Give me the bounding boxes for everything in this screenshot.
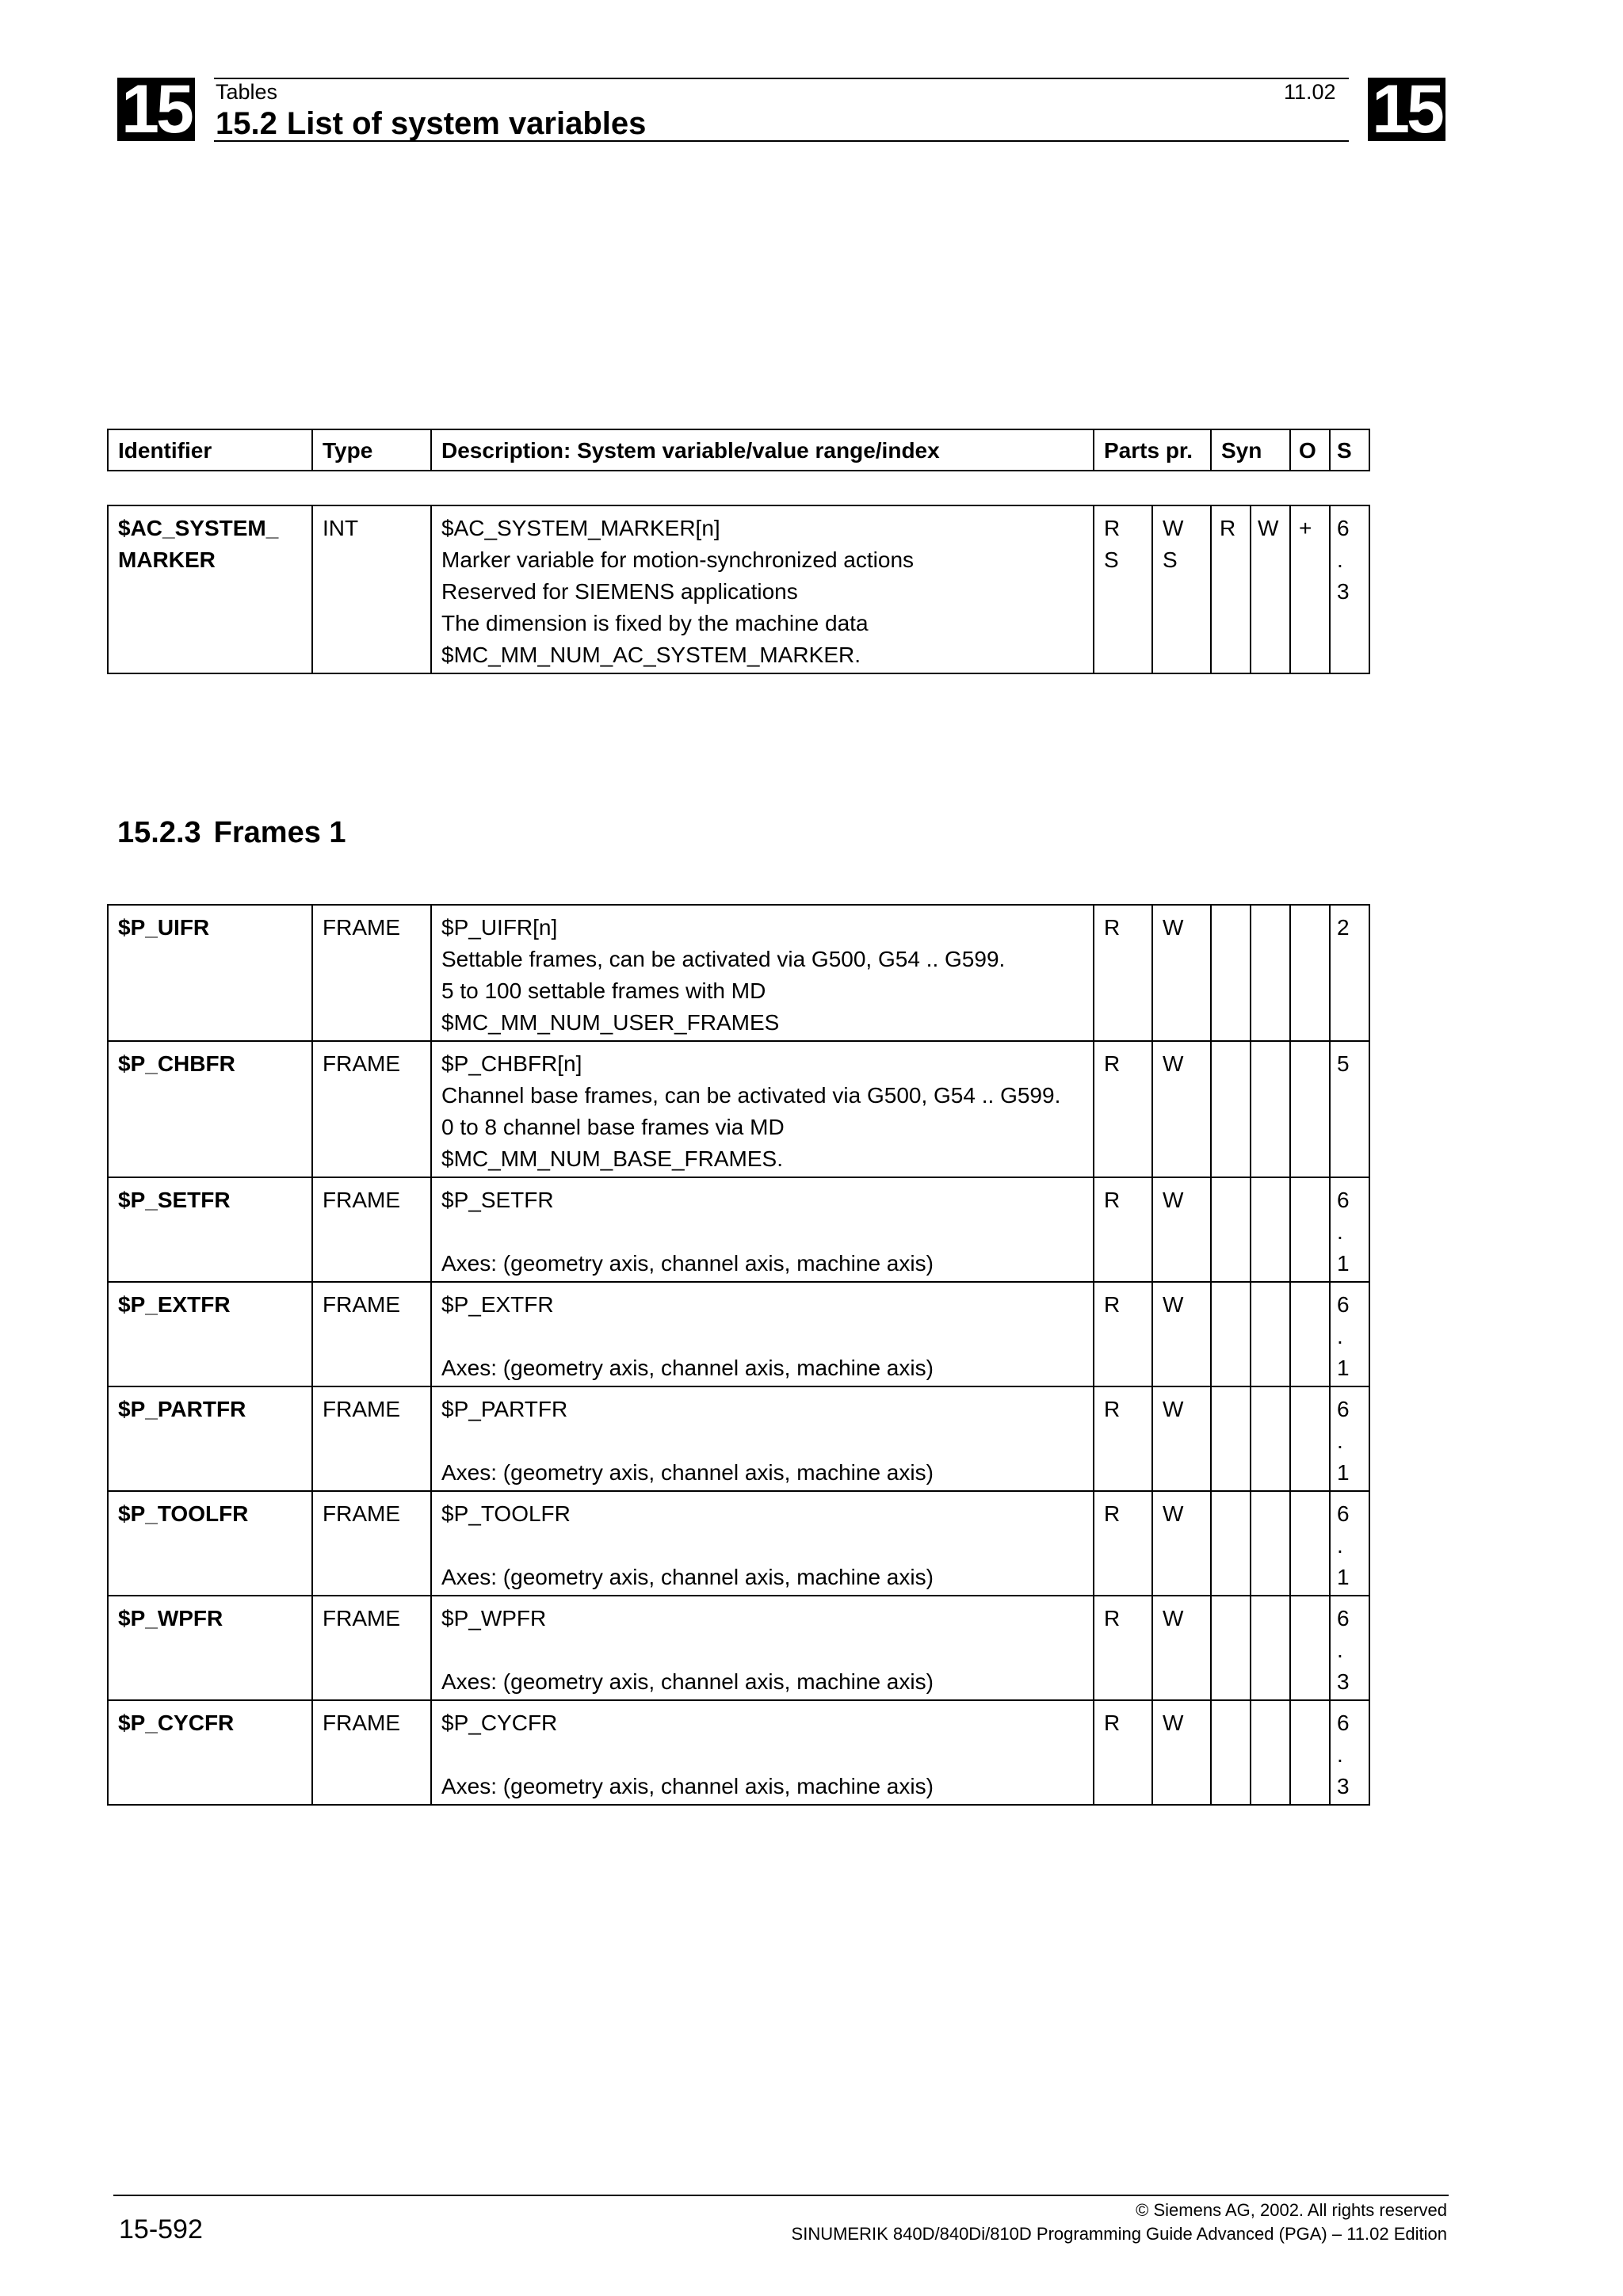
identifier-cell: $P_CHBFR (108, 1041, 312, 1177)
s-cell (1330, 1177, 1369, 1282)
identifier-cell: $P_EXTFR (108, 1282, 312, 1386)
description-line (441, 1530, 1093, 1562)
syn-write-cell (1251, 1282, 1290, 1386)
syn-write-cell (1251, 1177, 1290, 1282)
type-cell: FRAME (312, 1596, 431, 1700)
table-row (108, 505, 1369, 673)
identifier-cell: $P_SETFR (108, 1177, 312, 1282)
parts-read-cell: R (1094, 1491, 1152, 1596)
description-line: $P_SETFR (441, 1188, 554, 1212)
page-title (216, 105, 646, 142)
section-title: List of system variables (286, 106, 647, 141)
description-line (441, 1216, 1093, 1248)
o-cell (1290, 1177, 1330, 1282)
description-line (441, 1321, 1093, 1352)
description-cell (431, 1596, 1094, 1700)
description-cell (431, 1386, 1094, 1491)
parts-write-cell: W (1152, 1386, 1211, 1491)
s-cell (1330, 905, 1369, 1041)
s-value: 6 (1337, 1606, 1350, 1630)
parts-read-cell: R (1094, 1041, 1152, 1177)
description-line: $MC_MM_NUM_BASE_FRAMES. (441, 1146, 783, 1171)
s-cell (1330, 1491, 1369, 1596)
chapter-number-left: 15 (117, 78, 195, 141)
o-cell (1290, 1491, 1330, 1596)
subsection-title: Frames 1 (213, 816, 346, 849)
syn-read-cell (1211, 1041, 1251, 1177)
description-line: Channel base frames, can be activated via G500, G54 .. G599. (441, 1083, 1061, 1108)
description-line: $P_UIFR[n] (441, 915, 558, 940)
syn-read-cell (1211, 1386, 1251, 1491)
parts-read-cell (1094, 505, 1152, 673)
s-value: . (1337, 547, 1343, 572)
s-cell (1330, 1386, 1369, 1491)
description-line: $P_CYCFR (441, 1711, 558, 1735)
identifier-cell: $P_UIFR (108, 905, 312, 1041)
description-line: Axes: (geometry axis, channel axis, machine axis) (441, 1774, 934, 1798)
syn-write-cell (1251, 1700, 1290, 1805)
description-line: 0 to 8 channel base frames via MD (441, 1115, 785, 1139)
s-value: . (1337, 1324, 1343, 1348)
s-cell (1330, 1041, 1369, 1177)
chapter-number-right: 15 (1368, 78, 1445, 141)
s-value: 6 (1337, 516, 1350, 540)
header-version: 11.02 (1284, 80, 1336, 104)
description-line: $P_TOOLFR (441, 1501, 571, 1526)
description-line: $P_PARTFR (441, 1397, 568, 1421)
identifier-cell: $P_PARTFR (108, 1386, 312, 1491)
type-cell: INT (312, 505, 431, 673)
column-header-table (107, 429, 1370, 471)
s-cell (1330, 1282, 1369, 1386)
s-cell (1330, 1700, 1369, 1805)
syn-write-cell (1251, 1491, 1290, 1596)
footer-rule (113, 2195, 1449, 2196)
s-value: 1 (1337, 1460, 1350, 1485)
description-line: Axes: (geometry axis, channel axis, machine axis) (441, 1460, 934, 1485)
description-cell (431, 1041, 1094, 1177)
identifier-line: MARKER (118, 547, 216, 572)
subsection-number: 15.2.3 (117, 816, 201, 849)
table-row (108, 905, 1369, 1041)
identifier-cell: $P_CYCFR (108, 1700, 312, 1805)
parts-read-cell: R (1094, 1177, 1152, 1282)
description-cell (431, 1177, 1094, 1282)
parts-write-cell: W (1152, 1700, 1211, 1805)
o-cell (1290, 1700, 1330, 1805)
s-value: 3 (1337, 1774, 1350, 1798)
s-value: 6 (1337, 1292, 1350, 1317)
s-value: 1 (1337, 1251, 1350, 1276)
syn-read-cell (1211, 1491, 1251, 1596)
identifier-cell: $P_TOOLFR (108, 1491, 312, 1596)
table-row (108, 1282, 1369, 1386)
copyright: © Siemens AG, 2002. All rights reserved (1136, 2200, 1447, 2220)
parts-read-cell: R (1094, 1700, 1152, 1805)
header-top-rule (214, 78, 1349, 79)
s-value: . (1337, 1638, 1343, 1662)
parts-read-value: R (1104, 516, 1121, 540)
parts-read-cell: R (1094, 905, 1152, 1041)
description-cell (431, 505, 1094, 673)
syn-read-cell (1211, 1700, 1251, 1805)
syn-read-cell (1211, 1177, 1251, 1282)
description-line: The dimension is fixed by the machine data (441, 611, 869, 635)
s-value: 6 (1337, 1711, 1350, 1735)
s-value: 3 (1337, 579, 1350, 604)
identifier-cell: $P_WPFR (108, 1596, 312, 1700)
parts-write-cell: W (1152, 905, 1211, 1041)
description-line: Marker variable for motion-synchronized actions (441, 547, 915, 572)
parts-write-value: W (1163, 516, 1184, 540)
description-line: Axes: (geometry axis, channel axis, machine axis) (441, 1669, 934, 1694)
s-value: 5 (1337, 1051, 1350, 1076)
parts-read-cell: R (1094, 1596, 1152, 1700)
s-cell (1330, 1596, 1369, 1700)
o-cell (1290, 1596, 1330, 1700)
o-cell (1290, 905, 1330, 1041)
syn-read-cell (1211, 905, 1251, 1041)
description-line (441, 1425, 1093, 1457)
s-value: 6 (1337, 1188, 1350, 1212)
parts-write-cell: W (1152, 1491, 1211, 1596)
col-description: Description: System variable/value range/index (431, 429, 1094, 471)
edition: SINUMERIK 840D/840Di/810D Programming Guide Advanced (PGA) – 11.02 Edition (791, 2224, 1447, 2244)
type-cell: FRAME (312, 905, 431, 1041)
description-line: $MC_MM_NUM_USER_FRAMES (441, 1010, 780, 1035)
s-cell (1330, 505, 1369, 673)
description-cell (431, 1282, 1094, 1386)
parts-write-cell: W (1152, 1041, 1211, 1177)
table-row (108, 1596, 1369, 1700)
type-cell: FRAME (312, 1386, 431, 1491)
description-cell (431, 1491, 1094, 1596)
s-value: . (1337, 1533, 1343, 1558)
type-cell: FRAME (312, 1282, 431, 1386)
header-row (108, 429, 1369, 471)
s-value: . (1337, 1219, 1343, 1244)
description-line: 5 to 100 settable frames with MD (441, 978, 766, 1003)
s-value: . (1337, 1428, 1343, 1453)
table-row (108, 1177, 1369, 1282)
parts-write-cell: W (1152, 1596, 1211, 1700)
description-line: $P_EXTFR (441, 1292, 554, 1317)
description-line: $AC_SYSTEM_MARKER[n] (441, 516, 720, 540)
o-cell: + (1290, 505, 1330, 673)
description-line: Axes: (geometry axis, channel axis, machine axis) (441, 1251, 934, 1276)
col-parts: Parts pr. (1094, 429, 1211, 471)
o-cell (1290, 1041, 1330, 1177)
identifier-cell (108, 505, 312, 673)
parts-read-value: S (1104, 547, 1119, 572)
s-value: 3 (1337, 1669, 1350, 1694)
type-cell: FRAME (312, 1700, 431, 1805)
table-row (108, 1386, 1369, 1491)
col-identifier: Identifier (108, 429, 312, 471)
type-cell: FRAME (312, 1491, 431, 1596)
syn-write-cell (1251, 905, 1290, 1041)
s-value: 2 (1337, 915, 1350, 940)
description-line: $MC_MM_NUM_AC_SYSTEM_MARKER. (441, 643, 861, 667)
header-category: Tables (216, 80, 278, 104)
description-line: $P_WPFR (441, 1606, 547, 1630)
description-cell (431, 905, 1094, 1041)
s-value: . (1337, 1742, 1343, 1767)
parts-read-cell: R (1094, 1282, 1152, 1386)
description-line: Settable frames, can be activated via G500, G54 .. G599. (441, 947, 1006, 971)
col-type: Type (312, 429, 431, 471)
description-line: $P_CHBFR[n] (441, 1051, 582, 1076)
table-row (108, 1491, 1369, 1596)
table-row (108, 1700, 1369, 1805)
s-value: 1 (1337, 1356, 1350, 1380)
s-value: 6 (1337, 1501, 1350, 1526)
description-line: Axes: (geometry axis, channel axis, machine axis) (441, 1565, 934, 1589)
table-row (108, 1041, 1369, 1177)
syn-write-cell: W (1251, 505, 1290, 673)
footer-text (792, 2199, 1447, 2246)
frames-table (107, 904, 1370, 1806)
col-s: S (1330, 429, 1369, 471)
o-cell (1290, 1282, 1330, 1386)
syn-read-cell (1211, 1596, 1251, 1700)
col-syn: Syn (1211, 429, 1290, 471)
s-value: 6 (1337, 1397, 1350, 1421)
description-cell (431, 1700, 1094, 1805)
identifier-line: $AC_SYSTEM_ (118, 516, 279, 540)
col-o: O (1290, 429, 1330, 471)
description-line: Axes: (geometry axis, channel axis, machine axis) (441, 1356, 934, 1380)
syn-read-cell (1211, 1282, 1251, 1386)
description-line: Reserved for SIEMENS applications (441, 579, 798, 604)
o-cell (1290, 1386, 1330, 1491)
parts-write-value: S (1163, 547, 1178, 572)
parts-write-cell: W (1152, 1282, 1211, 1386)
subsection-heading (117, 816, 346, 850)
section-number: 15.2 (216, 106, 277, 141)
s-value: 1 (1337, 1565, 1350, 1589)
type-cell: FRAME (312, 1177, 431, 1282)
parts-read-cell: R (1094, 1386, 1152, 1491)
page-number: 15-592 (119, 2214, 203, 2245)
syn-write-cell (1251, 1596, 1290, 1700)
syn-read-cell: R (1211, 505, 1251, 673)
syn-write-cell (1251, 1386, 1290, 1491)
parts-write-cell (1152, 505, 1211, 673)
type-cell: FRAME (312, 1041, 431, 1177)
parts-write-cell: W (1152, 1177, 1211, 1282)
description-line (441, 1739, 1093, 1771)
syn-write-cell (1251, 1041, 1290, 1177)
description-line (441, 1634, 1093, 1666)
system-marker-table (107, 505, 1370, 674)
